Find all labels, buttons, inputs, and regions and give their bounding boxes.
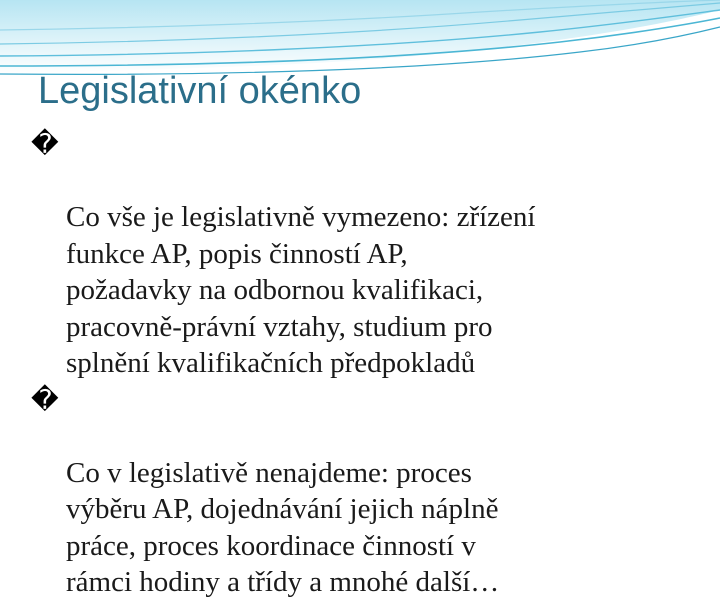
bullet-list [31,126,706,601]
bullet-item-not-legislated [31,382,706,601]
bullet-marker-icon: � [31,384,59,416]
bullet-text: Co vše je legislativně vymezeno: zřízení funkce AP, popis činností AP, požadavky na odbornou kvalifikaci, pracovně-právní vztahy, studium pro splnění kvalifikačních předpokladů [66,201,536,379]
bullet-marker-icon: � [31,129,59,160]
slide-title: Legislativní okénko [38,70,362,112]
bullet-text: Co v legislativě nenajdeme: proces výběru AP, dojednávání jejich náplně práce, proces koordinace činností v rámci hodiny a třídy a mnohé další… [66,456,500,598]
bullet-item-legislated [31,126,706,382]
